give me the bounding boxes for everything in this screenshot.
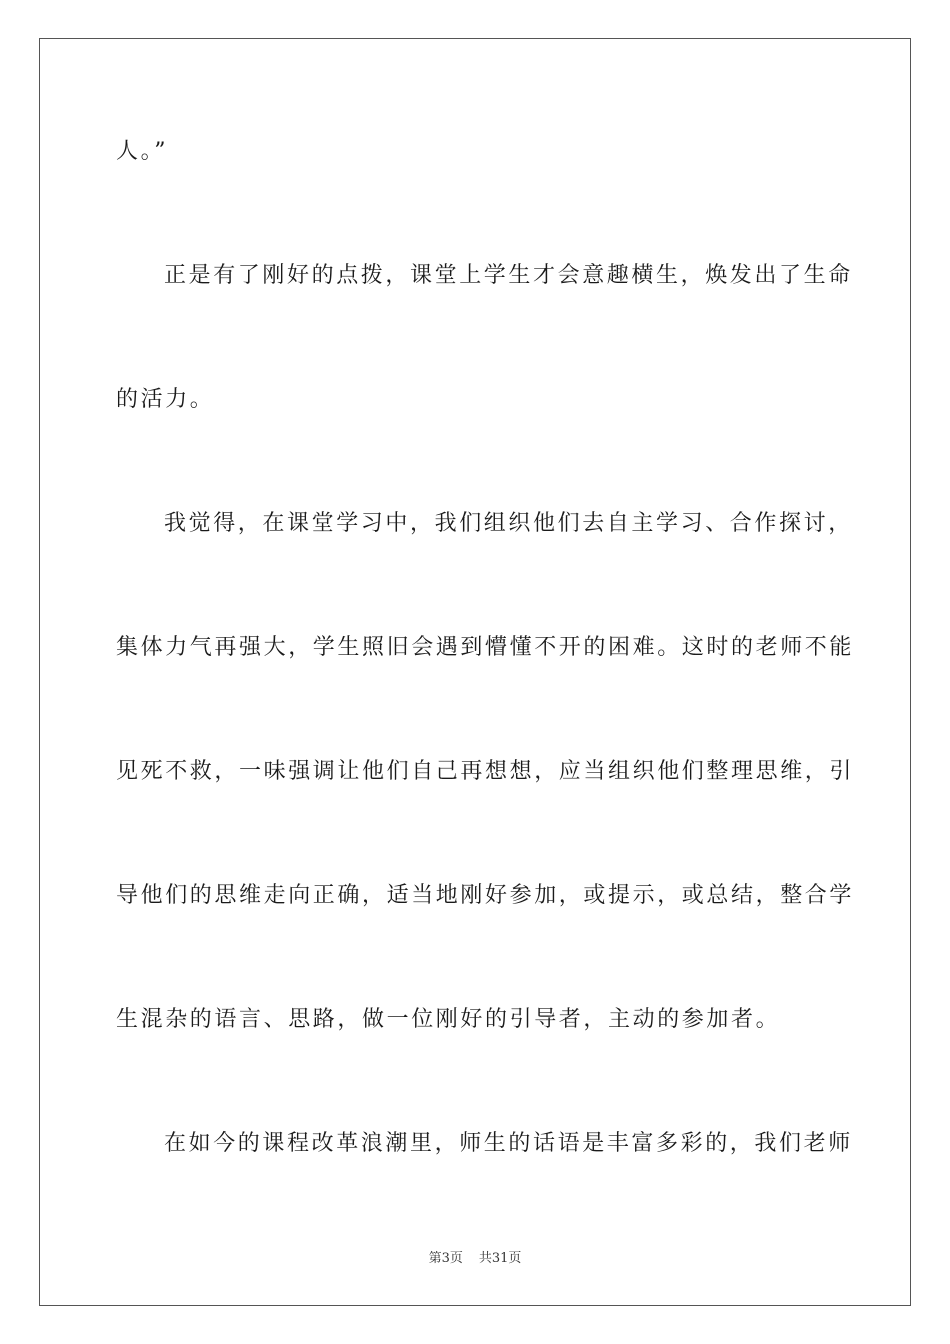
text-line-4: 我觉得，在课堂学习中，我们组织他们去自主学习、合作探讨， — [164, 511, 853, 536]
text-line-8: 生混杂的语言、思路，做一位刚好的引导者，主动的参加者。 — [116, 1007, 781, 1032]
text-line-9: 在如今的课程改革浪潮里，师生的话语是丰富多彩的，我们老师 — [164, 1131, 853, 1156]
text-line-6: 见死不救，一味强调让他们自己再想想，应当组织他们整理思维，引 — [116, 759, 855, 784]
page-number: 第3页 — [428, 1251, 463, 1266]
text-line-7: 导他们的思维走向正确，适当地刚好参加，或提示，或总结，整合学 — [116, 883, 855, 908]
text-line-3: 的活力。 — [116, 387, 215, 412]
page-frame — [39, 38, 911, 1306]
text-line-1: 人。” — [116, 139, 169, 164]
text-line-2: 正是有了刚好的点拨，课堂上学生才会意趣横生，焕发出了生命 — [164, 263, 853, 288]
page-footer — [0, 1247, 950, 1266]
text-line-5: 集体力气再强大，学生照旧会遇到懵懂不开的困难。这时的老师不能 — [116, 635, 855, 660]
page-total: 共31页 — [478, 1251, 522, 1266]
